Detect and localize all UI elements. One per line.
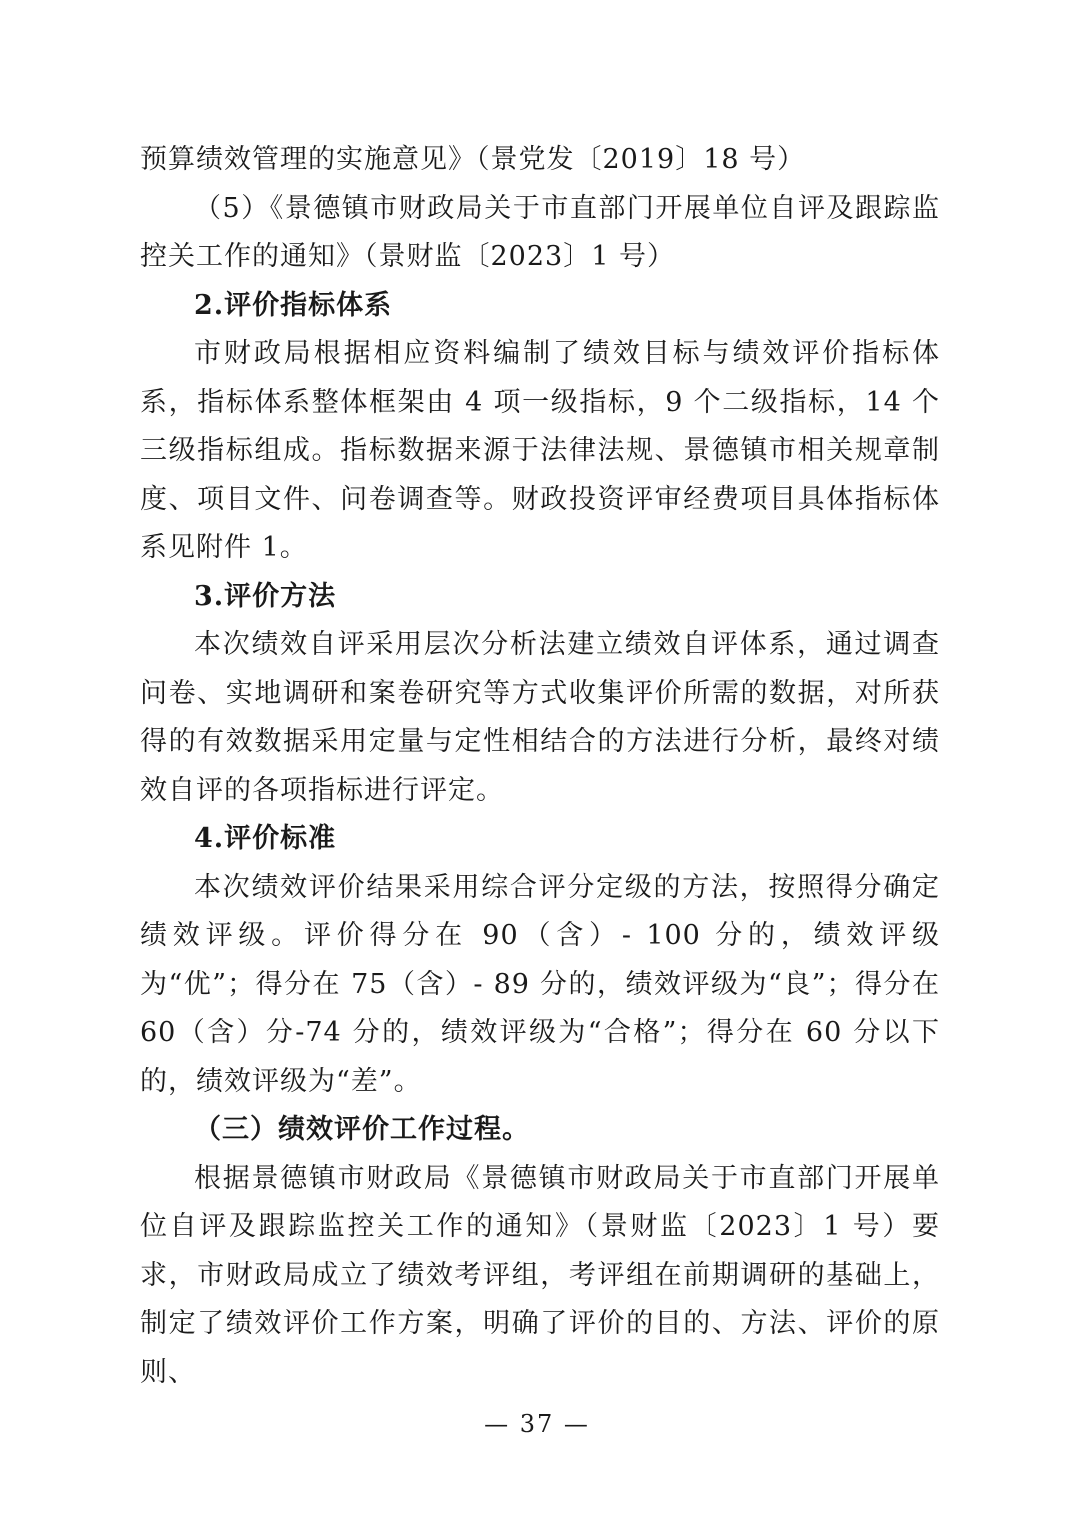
- paragraph-evaluation-method: 本次绩效自评采用层次分析法建立绩效自评体系，通过调查问卷、实地调研和案卷研究等方式收集评价所需的数据，对所获得的有效数据采用定量与定性相结合的方法进行分析，最终对绩效自评的各项指标进行评定。: [140, 629, 940, 806]
- page-number: — 37 —: [484, 1410, 590, 1438]
- paragraph-evaluation-standard: 本次绩效评价结果采用综合评分定级的方法，按照得分确定绩效评级。评价得分在 90（含）- 100 分的，绩效评级为“优”；得分在 75（含）- 89 分的，绩效评级为“良”；得分在 60（含）分-74 分的，绩效评级为“合格”；得分在 60 分以下的，绩效评级为“差”。: [140, 871, 940, 1097]
- paragraph-policy-reference-continued: 预算绩效管理的实施意见》（景党发〔2019〕18 号）: [140, 144, 806, 175]
- heading-evaluation-process: （三）绩效评价工作过程。: [194, 1114, 530, 1145]
- heading-evaluation-method: 3.评价方法: [194, 580, 337, 612]
- heading-evaluation-standard: 4.评价标准: [194, 823, 337, 854]
- paragraph-evaluation-process: 根据景德镇市财政局《景德镇市财政局关于市直部门开展单位自评及跟踪监控关工作的通知》（景财监〔2023〕1 号）要求，市财政局成立了绩效考评组，考评组在前期调研的基础上，制定了绩效评价工作方案，明确了评价的目的、方法、评价的原则、: [140, 1162, 940, 1388]
- paragraph-policy-reference-5: （5）《景德镇市财政局关于市直部门开展单位自评及跟踪监控关工作的通知》（景财监〔2023〕1 号）: [140, 192, 940, 272]
- heading-evaluation-indicator-system: 2.评价指标体系: [194, 289, 393, 321]
- document-body: [140, 136, 940, 1397]
- paragraph-indicator-system: 市财政局根据相应资料编制了绩效目标与绩效评价指标体系，指标体系整体框架由 4 项一级指标，9 个二级指标，14 个三级指标组成。指标数据来源于法律法规、景德镇市相关规章制度、项目文件、问卷调查等。财政投资评审经费项目具体指标体系见附件 1。: [140, 338, 940, 563]
